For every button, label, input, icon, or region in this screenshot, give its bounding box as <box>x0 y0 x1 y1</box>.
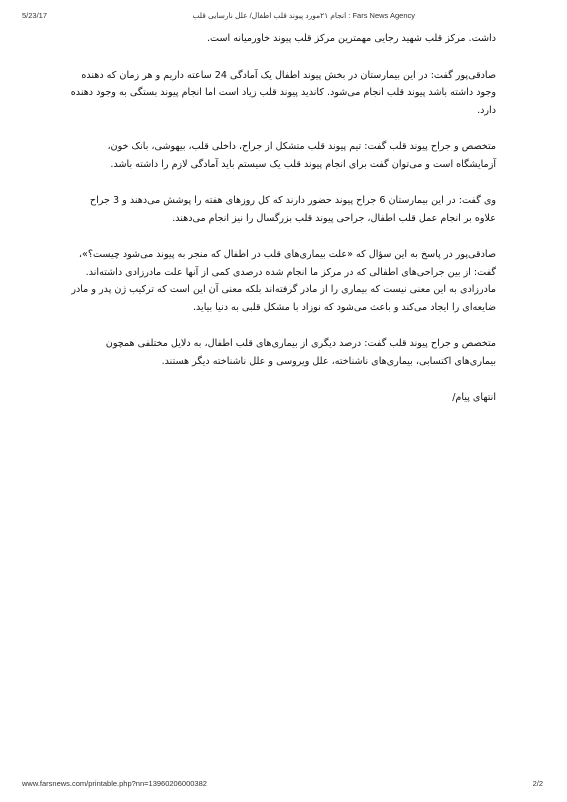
article-paragraph: متخصص و جراح پیوند قلب گفت: تیم پیوند قلب متشکل از جراح، داخلی قلب، بیهوشی، بانک خون، آزمایشگاه است و می‌توان گفت برای انجام پیوند قلب یک سیستم باید آمادگی لازم را داشته باشد. <box>107 141 496 170</box>
article-paragraph: داشت. مرکز قلب شهید رجایی مهمترین مرکز قلب پیوند خاورمیانه است. <box>207 33 496 44</box>
article-paragraph: متخصص و جراح پیوند قلب گفت: درصد دیگری از بیماری‌های قلب اطفال، به دلایل مختلفی همچون بیماری‌های اکتسابی، بیماری‌های ناشناخته، علل ویروسی و علل ناشناخته دیگر هستند. <box>105 338 496 367</box>
article-paragraph: صادقی‌پور گفت: در این بیمارستان در بخش پیوند اطفال یک آمادگی 24 ساعته داریم و هر زمان که دهنده وجود داشته باشد پیوند قلب انجام می‌شود. کاندید پیوند قلب زیاد است اما انجام پیوند بستگی به وجود دهنده دارد. <box>70 69 496 116</box>
print-header <box>0 11 567 23</box>
page-number: 2/2 <box>532 779 543 788</box>
print-footer <box>0 779 567 791</box>
print-page-title: Fars News Agency : انجام ۲۱مورد پیوند قلب اطفال/ علل نارسایی قلب <box>192 11 415 20</box>
article-paragraph: وی گفت: در این بیمارستان 6 جراح پیوند حضور دارند که کل روزهای هفته را پوشش می‌دهند و 3 جراح علاوه بر انجام عمل قلب اطفال، جراحی پیوند قلب بزرگسال را نیز انجام می‌دهند. <box>89 195 496 224</box>
print-url: www.farsnews.com/printable.php?nn=13960206000382 <box>22 779 207 788</box>
print-date: 5/23/17 <box>22 11 48 20</box>
article-body <box>68 30 496 426</box>
article-end-marker: انتهای پیام/ <box>452 392 496 403</box>
article-paragraph: صادقی‌پور در پاسخ به این سؤال که «علت بیماری‌های قلب در اطفال که منجر به پیوند می‌شود چیست؟»، گفت: از بین جراحی‌های اطفالی که در مرکز ما انجام شده درصدی کمی از آنها علت مادرزادی داشته‌اند. مادرزادی به این معنی نیست که بیماری را از مادر گرفته‌اند بلکه معنی آن این است که ترکیب ژن پدر و مادر ضایعه‌ای را ایجاد می‌کند و باعث می‌شود که نوزاد با مشکل قلبی به دنیا بیاید. <box>71 249 496 313</box>
